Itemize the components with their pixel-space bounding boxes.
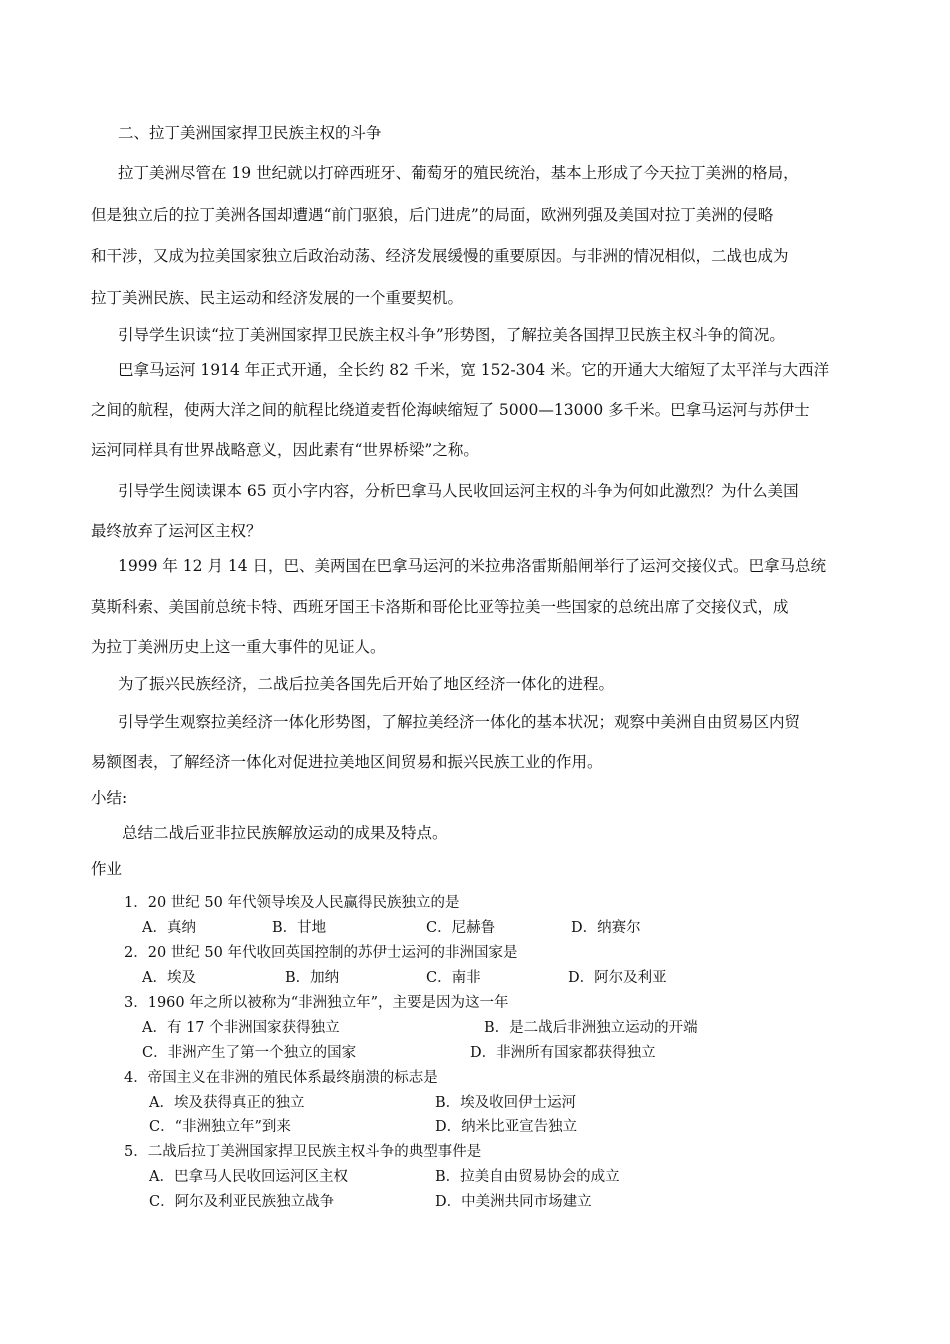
question-option: C．非洲产生了第一个独立的国家	[142, 1045, 357, 1061]
homework-heading: 作业	[91, 860, 123, 878]
summary-text: 总结二战后亚非拉民族解放运动的成果及特点。	[122, 824, 448, 842]
paragraph-line: 但是独立后的拉丁美洲各国却遭遇“前门驱狼，后门进虎”的局面，欧洲列强及美国对拉丁美洲的侵略	[91, 206, 774, 224]
question-stem: 1．20 世纪 50 年代领导埃及人民赢得民族独立的是	[124, 895, 460, 911]
paragraph-line: 巴拿马运河 1914 年正式开通，全长约 82 千米，宽 152-304 米。它的开通大大缩短了太平洋与大西洋	[118, 361, 830, 379]
question-option: A．真纳	[142, 920, 196, 936]
question-option: B．甘地	[272, 920, 327, 936]
question-option: C．南非	[426, 970, 481, 986]
paragraph-line: 易额图表，了解经济一体化对促进拉美地区间贸易和振兴民族工业的作用。	[91, 753, 603, 771]
question-option: C．“非洲独立年”到来	[149, 1119, 291, 1135]
question-option: A．埃及	[142, 970, 196, 986]
question-stem: 4．帝国主义在非洲的殖民体系最终崩溃的标志是	[124, 1070, 438, 1086]
question-option: B．是二战后非洲独立运动的开端	[484, 1020, 698, 1036]
paragraph-line: 之间的航程，使两大洋之间的航程比绕道麦哲伦海峡缩短了 5000—13000 多千米。巴拿马运河与苏伊士	[91, 401, 810, 419]
paragraph-line: 最终放弃了运河区主权？	[91, 522, 262, 540]
section-title: 二、拉丁美洲国家捍卫民族主权的斗争	[118, 124, 382, 142]
question-option: B．拉美自由贸易协会的成立	[435, 1169, 620, 1185]
question-option: A．埃及获得真正的独立	[149, 1095, 305, 1111]
question-stem: 2．20 世纪 50 年代收回英国控制的苏伊士运河的非洲国家是	[124, 945, 518, 961]
paragraph-line: 莫斯科索、美国前总统卡特、西班牙国王卡洛斯和哥伦比亚等拉美一些国家的总统出席了交接仪式，成	[91, 598, 789, 616]
question-option: A．巴拿马人民收回运河区主权	[149, 1169, 348, 1185]
paragraph-line: 拉丁美洲尽管在 19 世纪就以打碎西班牙、葡萄牙的殖民统治，基本上形成了今天拉丁美洲的格局，	[118, 164, 799, 182]
paragraph-line: 拉丁美洲民族、民主运动和经济发展的一个重要契机。	[91, 289, 464, 307]
question-option: D．纳赛尔	[571, 920, 641, 936]
summary-heading: 小结:	[91, 789, 128, 807]
paragraph-line: 运河同样具有世界战略意义，因此素有“世界桥梁”之称。	[91, 441, 479, 459]
question-option: C．尼赫鲁	[426, 920, 496, 936]
paragraph-line: 1999 年 12 月 14 日，巴、美两国在巴拿马运河的米拉弗洛雷斯船闸举行了运河交接仪式。巴拿马总统	[118, 557, 827, 575]
paragraph-line: 引导学生观察拉美经济一体化形势图，了解拉美经济一体化的基本状况；观察中美洲自由贸易区内贸	[118, 713, 801, 731]
question-option: B．埃及收回伊士运河	[435, 1095, 577, 1111]
question-option: D．非洲所有国家都获得独立	[470, 1045, 656, 1061]
question-option: D．纳米比亚宣告独立	[435, 1119, 578, 1135]
question-option: C．阿尔及利亚民族独立战争	[149, 1194, 335, 1210]
paragraph-line: 和干涉，又成为拉美国家独立后政治动荡、经济发展缓慢的重要原因。与非洲的情况相似，二战也成为	[91, 247, 789, 265]
question-stem: 5．二战后拉丁美洲国家捍卫民族主权斗争的典型事件是	[124, 1144, 482, 1160]
question-option: D．阿尔及利亚	[568, 970, 667, 986]
paragraph-line: 为了振兴民族经济，二战后拉美各国先后开始了地区经济一体化的进程。	[118, 675, 615, 693]
paragraph-line: 为拉丁美洲历史上这一重大事件的见证人。	[91, 638, 386, 656]
question-option: A．有 17 个非洲国家获得独立	[142, 1020, 340, 1036]
question-stem: 3．1960 年之所以被称为“非洲独立年”，主要是因为这一年	[124, 995, 509, 1011]
question-option: B．加纳	[285, 970, 340, 986]
paragraph-line: 引导学生识读“拉丁美洲国家捍卫民族主权斗争”形势图，了解拉美各国捍卫民族主权斗争的简况。	[118, 326, 785, 344]
paragraph-line: 引导学生阅读课本 65 页小字内容，分析巴拿马人民收回运河主权的斗争为何如此激烈？为什么美国	[118, 482, 799, 500]
question-option: D．中美洲共同市场建立	[435, 1194, 592, 1210]
